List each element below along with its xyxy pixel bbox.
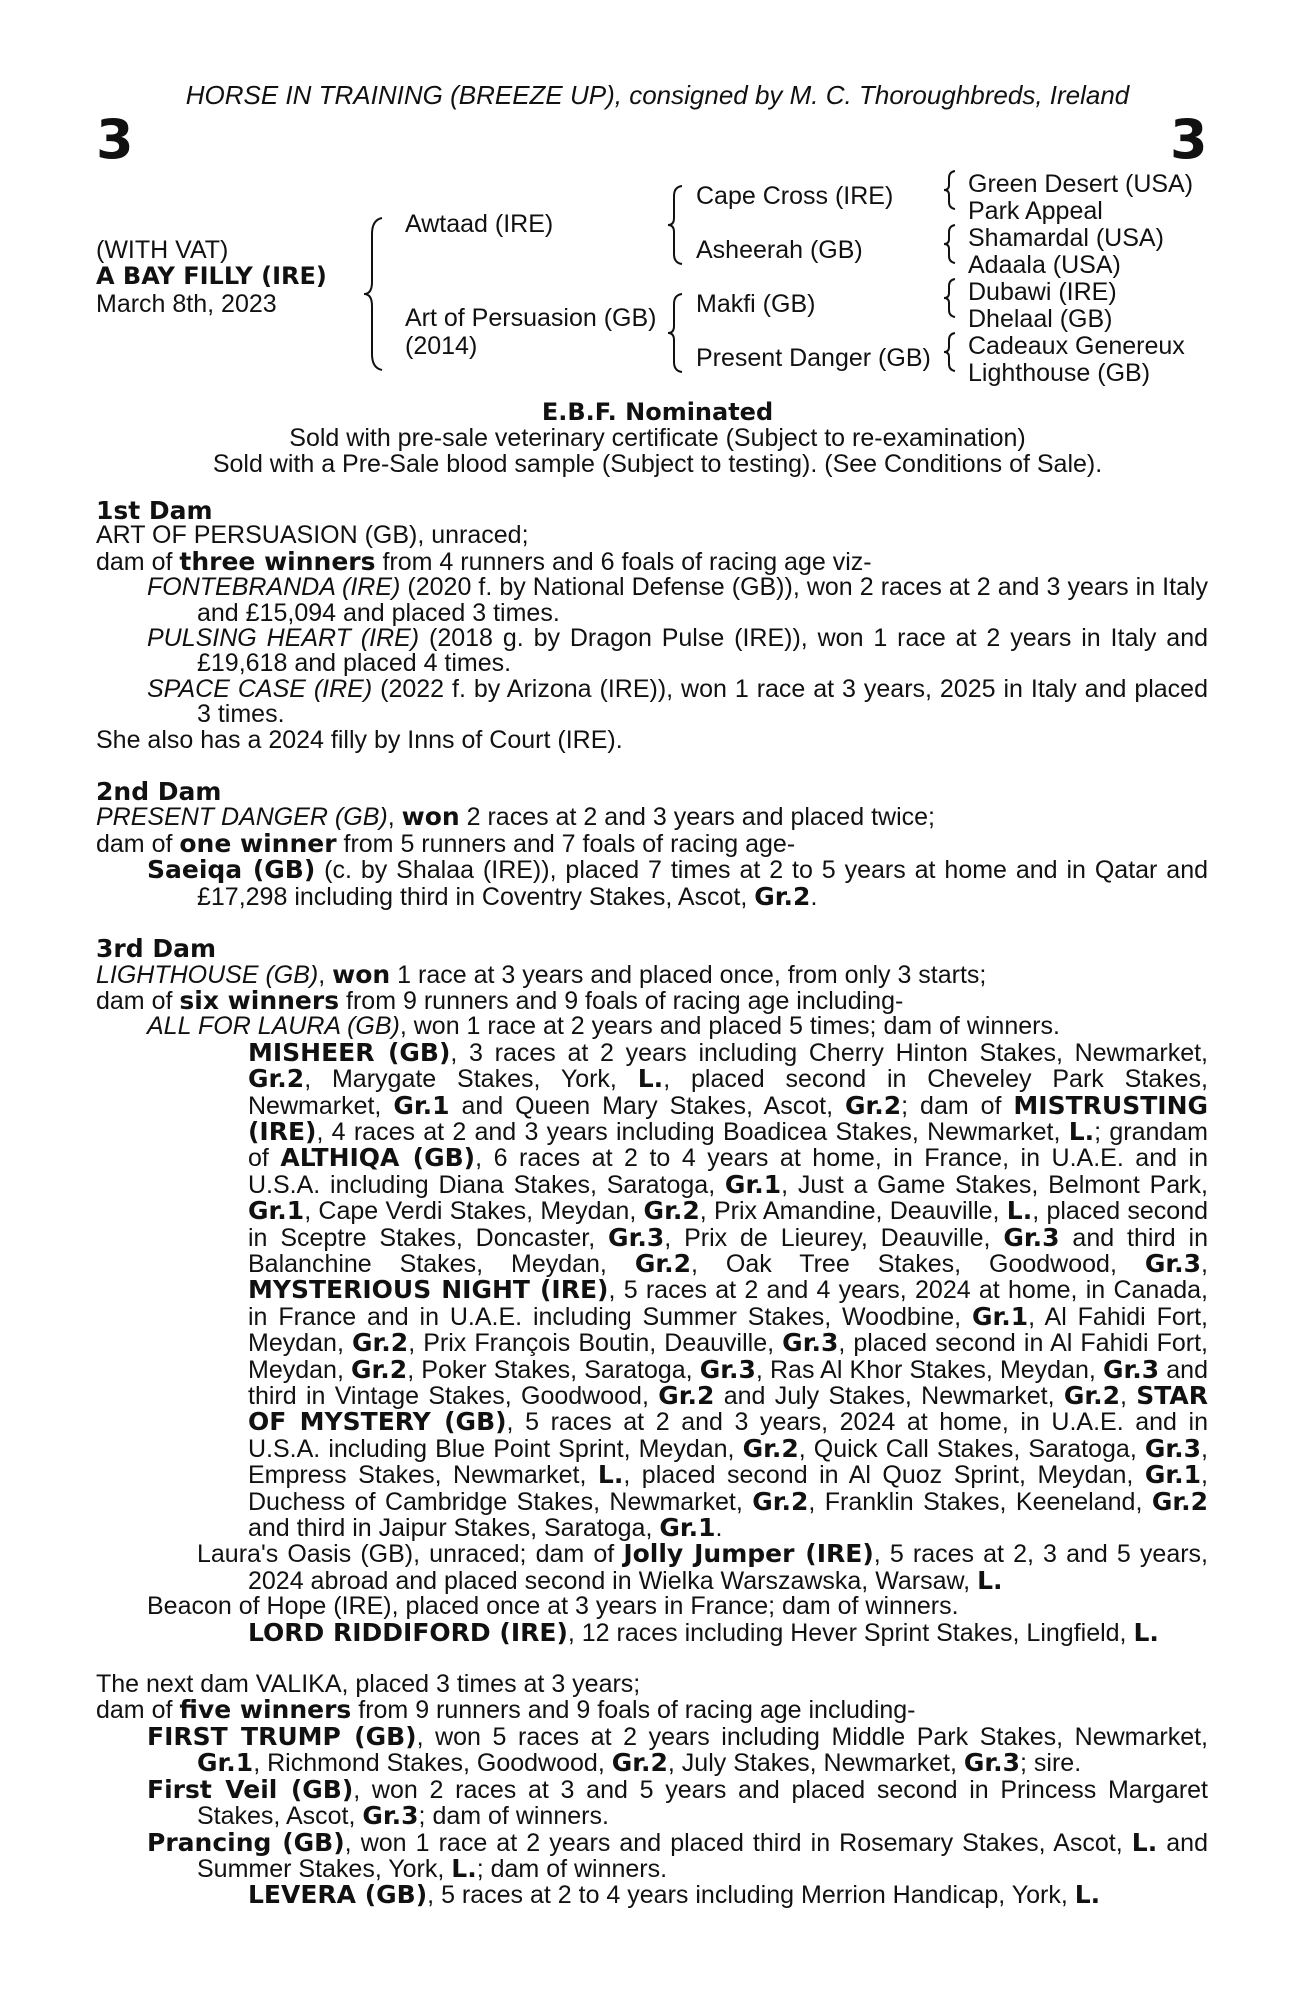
catalogue-header: HORSE IN TRAINING (BREEZE UP), consigned by M. C. Thoroughbreds, Ireland xyxy=(185,80,1130,110)
text-run: , 5 races at 2 and 4 years, 2024 at home, in Canada, in France and in U.A.E. including Summer Stakes, Woodbine, xyxy=(248,1276,1208,1331)
dam-year: (2014) xyxy=(405,332,478,360)
gen3-3: Shamardal (USA) xyxy=(968,224,1164,252)
bold-run: Gr.3 xyxy=(1102,1354,1160,1384)
text-run: , Oak Tree Stakes, Goodwood, xyxy=(691,1249,1145,1278)
text-run: ; sire. xyxy=(1020,1749,1082,1778)
text-run: , 5 races at 2 to 4 years including Merrion Handicap, York, xyxy=(427,1881,1075,1910)
progeny-entry xyxy=(96,1541,1208,1594)
text-run: and third in Balanchine Stakes, Meydan, xyxy=(248,1223,1208,1278)
text-run: , Just a Game Stakes, Belmont Park, xyxy=(781,1170,1208,1199)
progeny-entry: Saeiqa (GB) (c. by Shalaa (IRE)), placed 7 times at 2 to 5 years at home and in Qatar and £17,298 including third in Coventry Stakes, Ascot, Gr.2. xyxy=(147,855,1209,911)
third-dam-produce-summary: dam of six winners from 9 runners and 9 foals of racing age including- xyxy=(96,985,904,1015)
text-run: , Cape Verdi Stakes, Meydan, xyxy=(304,1197,644,1226)
bold-run: Gr.1 xyxy=(197,1748,254,1778)
bold-run: Gr.2 xyxy=(248,1064,305,1094)
produce-record xyxy=(96,498,1208,1909)
bold-run: L. xyxy=(1074,1880,1101,1910)
progeny-entry: ALL FOR LAURA (GB), won 1 race at 2 years and placed 5 times; dam of winners. xyxy=(147,1012,1060,1041)
second-dam-heading: 2nd Dam xyxy=(96,777,222,807)
gen3-4: Adaala (USA) xyxy=(968,251,1121,279)
bold-run: LEVERA (GB) xyxy=(248,1880,428,1910)
progeny-entry: SPACE CASE (IRE) (2022 f. by Arizona (IRE)), won 1 race at 3 years, 2025 in Italy and placed 3 times. xyxy=(147,674,1208,729)
bold-run: First Veil (GB) xyxy=(147,1774,354,1804)
text-run: , Ras Al Khor Stakes, Meydan, xyxy=(755,1355,1103,1384)
text-run: ; dam of xyxy=(901,1091,1014,1120)
bold-run: Gr.3 xyxy=(1144,1433,1202,1463)
bold-run: Gr.2 xyxy=(351,1354,408,1384)
progeny-entry xyxy=(96,1774,1208,1831)
ebf-nominated: E.B.F. Nominated xyxy=(541,398,774,426)
bold-run: Gr.3 xyxy=(782,1328,839,1358)
text-run: , Prix Amandine, Deauville, xyxy=(699,1197,1007,1226)
bold-run: L. xyxy=(637,1064,664,1094)
gen3-5: Dubawi (IRE) xyxy=(968,278,1117,306)
text-run: , 5 races at 2, 3 and 5 years, 2024 abroad and placed second in Wielka Warszawska, Warsaw, xyxy=(248,1540,1209,1595)
third-dam-heading: 3rd Dam xyxy=(96,934,216,964)
text-run: . xyxy=(715,1514,723,1543)
text-run: and third in Vintage Stakes, Goodwood, xyxy=(248,1355,1208,1410)
bold-run: L. xyxy=(451,1853,477,1883)
first-dam-also: She also has a 2024 filly by Inns of Court (IRE). xyxy=(96,725,623,754)
bold-run: Jolly Jumper (IRE) xyxy=(623,1539,874,1569)
text-run: ; dam of winners. xyxy=(476,1854,668,1883)
bold-run: LORD RIDDIFORD (IRE) xyxy=(248,1617,568,1647)
text-run: , Poker Stakes, Saratoga, xyxy=(407,1355,700,1384)
pedigree-brace-g4 xyxy=(940,330,960,374)
gen3-7: Cadeaux Genereux xyxy=(968,332,1185,360)
text-run: , placed second in Cheveley Park Stakes, Newmarket, xyxy=(248,1065,1208,1120)
bold-run: MISHEER (GB) xyxy=(248,1037,451,1067)
second-dam-produce-summary: dam of one winner from 5 runners and 7 foals of racing age- xyxy=(96,828,796,858)
bold-run: Prancing (GB) xyxy=(147,1827,345,1857)
bold-run: Gr.2 xyxy=(844,1090,902,1120)
bold-run: L. xyxy=(1131,1827,1158,1857)
pedigree-brace-sire xyxy=(664,182,688,268)
text-run: , Prix de Lieurey, Deauville, xyxy=(664,1223,1004,1252)
lot-number-left: 3 xyxy=(96,108,134,171)
text-run: , 4 races at 2 and 3 years including Boadicea Stakes, Newmarket, xyxy=(316,1117,1069,1146)
text-run: , Quick Call Stakes, Saratoga, xyxy=(798,1434,1145,1463)
dam-dam: Present Danger (GB) xyxy=(696,344,931,372)
text-run: ; dam of winners. xyxy=(418,1802,609,1831)
bold-run: Gr.1 xyxy=(659,1513,716,1543)
next-dam-intro: The next dam VALIKA, placed 3 times at 3 years; xyxy=(96,1670,641,1699)
text-run: and July Stakes, Newmarket, xyxy=(714,1382,1064,1410)
progeny-entry xyxy=(96,1617,1208,1647)
text-run: Laura's Oasis (GB), unraced; dam of xyxy=(197,1540,624,1569)
text-run: , July Stakes, Newmarket, xyxy=(667,1749,964,1778)
text-run: , Prix François Boutin, Deauville, xyxy=(408,1329,783,1358)
gen3-2: Park Appeal xyxy=(968,197,1103,225)
bold-run: Gr.1 xyxy=(971,1301,1029,1331)
text-run: ; grandam of xyxy=(248,1117,1209,1173)
pedigree-brace-dam xyxy=(664,290,688,376)
progeny-entry xyxy=(96,1882,1208,1908)
bold-run: Gr.3 xyxy=(1003,1222,1060,1252)
text-run: , placed second in Al Fahidi Fort, Meydan, xyxy=(248,1329,1208,1384)
progeny-entry: Beacon of Hope (IRE), placed once at 3 years in France; dam of winners. xyxy=(147,1592,959,1621)
gen3-1: Green Desert (USA) xyxy=(968,170,1194,198)
text-run: , 6 races at 2 to 4 years at home, in France, in U.A.E. and in U.S.A. including Diana Stakes, Saratoga, xyxy=(248,1144,1208,1199)
lot-name: A BAY FILLY (IRE) xyxy=(96,262,327,290)
text-run: , Empress Stakes, Newmarket, xyxy=(248,1434,1208,1490)
progeny-entry xyxy=(96,1721,1209,1778)
bold-run: Gr.3 xyxy=(699,1354,756,1384)
bold-run: Gr.2 xyxy=(643,1196,700,1226)
first-dam-heading: 1st Dam xyxy=(96,496,213,525)
text-run: , won 1 race at 2 years and placed third in Rosemary Stakes, Ascot, xyxy=(344,1828,1132,1857)
text-run: , xyxy=(1120,1382,1137,1410)
third-dam-intro: LIGHTHOUSE (GB), won 1 race at 3 years and placed once, from only 3 starts; xyxy=(96,959,987,989)
bold-run: L. xyxy=(977,1565,1003,1595)
vat-label: (WITH VAT) xyxy=(96,236,229,264)
sire-dam: Asheerah (GB) xyxy=(696,236,863,264)
bold-run: Gr.3 xyxy=(963,1748,1021,1778)
bold-run: FIRST TRUMP (GB) xyxy=(147,1721,417,1751)
bold-run: Gr.2 xyxy=(611,1748,668,1778)
text-run: and Queen Mary Stakes, Ascot, xyxy=(449,1091,845,1120)
text-run: , placed second in Al Quoz Sprint, Meydan, xyxy=(623,1461,1145,1490)
text-run: , 3 races at 2 years including Cherry Hinton Stakes, Newmarket, xyxy=(450,1038,1208,1067)
gen3-6: Dhelaal (GB) xyxy=(968,305,1113,333)
bold-run: STAR OF MYSTERY (GB) xyxy=(248,1381,1208,1437)
first-dam-produce-summary: dam of three winners from 4 runners and 6 foals of racing age viz- xyxy=(96,546,872,576)
bold-run: Gr.2 xyxy=(352,1328,409,1358)
bold-run: ALTHIQA (GB) xyxy=(280,1143,476,1173)
bold-run: Gr.3 xyxy=(362,1801,419,1831)
bold-run: Gr.2 xyxy=(658,1381,715,1410)
bold-run: Gr.2 xyxy=(1063,1381,1121,1410)
bold-run: Gr.2 xyxy=(634,1248,692,1278)
pedigree-brace-main xyxy=(360,214,390,374)
bold-run: Gr.2 xyxy=(1151,1486,1208,1516)
text-run: , 5 races at 2 and 3 years, 2024 at home, in U.A.E. and in U.S.A. including Blue Point Sprint, Meydan, xyxy=(248,1408,1208,1463)
text-run: , 12 races including Hever Sprint Stakes, Lingfield, xyxy=(567,1618,1134,1647)
bold-run: Gr.2 xyxy=(752,1486,809,1516)
next-dam-produce-summary: dam of five winners from 9 runners and 9 foals of racing age including- xyxy=(96,1695,916,1725)
bold-run: Gr.3 xyxy=(608,1222,665,1252)
text-run: , placed second in Sceptre Stakes, Doncaster, xyxy=(248,1197,1209,1252)
pedigree-brace-g3 xyxy=(940,276,960,320)
pedigree-brace-g2 xyxy=(940,222,960,266)
gen3-8: Lighthouse (GB) xyxy=(968,359,1151,387)
text-run: , Al Fahidi Fort, Meydan, xyxy=(248,1302,1208,1358)
bold-run: L. xyxy=(1006,1196,1033,1226)
first-dam-intro: ART OF PERSUASION (GB), unraced; xyxy=(96,521,529,550)
bold-run: MISTRUSTING (IRE) xyxy=(248,1090,1209,1146)
bold-run: Gr.1 xyxy=(393,1090,450,1120)
text-run: , xyxy=(1201,1249,1208,1278)
lot-number-right: 3 xyxy=(1170,108,1208,171)
text-run: , won 2 races at 3 and 5 years and placed second in Princess Margaret Stakes, Ascot, xyxy=(197,1775,1208,1831)
text-run: , Richmond Stakes, Goodwood, xyxy=(253,1749,612,1778)
sire-name: Awtaad (IRE) xyxy=(405,210,554,238)
bold-run: MYSTERIOUS NIGHT (IRE) xyxy=(248,1275,609,1305)
bold-run: Gr.1 xyxy=(724,1169,782,1199)
bold-run: L. xyxy=(597,1460,624,1490)
pedigree-brace-g1 xyxy=(940,168,960,212)
dam-name: Art of Persuasion (GB) xyxy=(405,304,657,332)
bold-run: L. xyxy=(1068,1116,1095,1146)
text-run: , Franklin Stakes, Keeneland, xyxy=(808,1487,1152,1516)
bold-run: Gr.1 xyxy=(248,1196,305,1226)
dam-sire: Makfi (GB) xyxy=(696,290,816,318)
text-run: , won 5 races at 2 years including Middle Park Stakes, Newmarket, xyxy=(416,1722,1209,1751)
second-dam-intro: PRESENT DANGER (GB), won 2 races at 2 and 3 years and placed twice; xyxy=(96,802,935,832)
sire-sire: Cape Cross (IRE) xyxy=(696,182,894,210)
bold-run: Gr.1 xyxy=(1144,1460,1202,1490)
progeny-entry: PULSING HEART (IRE) (2018 g. by Dragon Pulse (IRE)), won 1 race at 2 years in Italy and £19,618 and placed 4 times. xyxy=(147,624,1208,678)
vet-certificate-note: Sold with pre-sale veterinary certificate (Subject to re-examination) xyxy=(289,424,1026,452)
bold-run: Gr.3 xyxy=(1144,1248,1202,1278)
progeny-entry xyxy=(96,1037,1209,1543)
blood-sample-note: Sold with a Pre-Sale blood sample (Subject to testing). (See Conditions of Sale). xyxy=(212,450,1103,478)
bold-run: Gr.2 xyxy=(742,1433,799,1463)
progeny-entry xyxy=(96,1827,1208,1883)
text-run: , Duchess of Cambridge Stakes, Newmarket, xyxy=(248,1461,1208,1516)
text-run: and third in Jaipur Stakes, Saratoga, xyxy=(248,1514,660,1543)
foaled-date: March 8th, 2023 xyxy=(96,290,277,318)
text-run: , Marygate Stakes, York, xyxy=(304,1065,638,1094)
text-run: and Summer Stakes, York, xyxy=(197,1828,1208,1883)
bold-run: L. xyxy=(1133,1617,1159,1647)
progeny-entry: FONTEBRANDA (IRE) (2020 f. by National Defense (GB)), won 2 races at 2 and 3 years in Italy and £15,094 and placed 3 times. xyxy=(147,573,1208,627)
